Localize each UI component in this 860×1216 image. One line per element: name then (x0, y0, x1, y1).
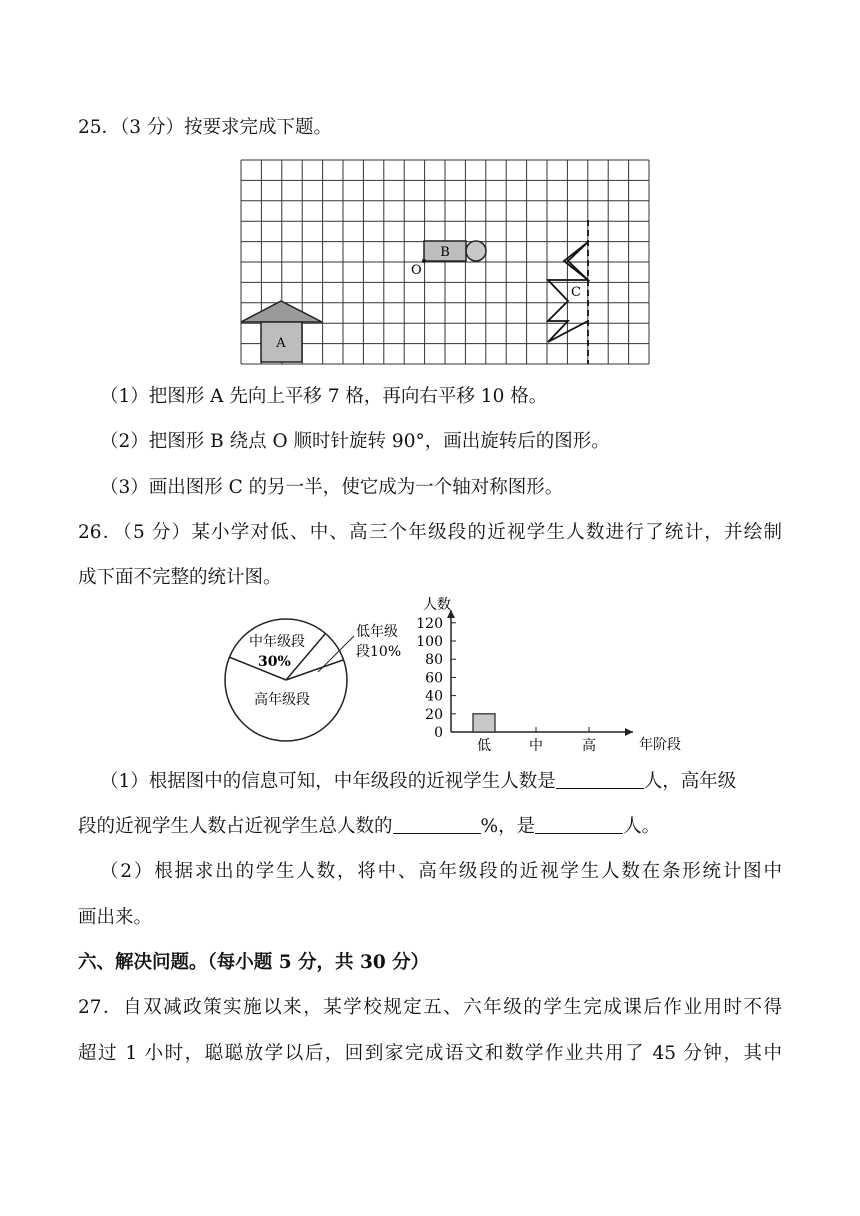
point-o (422, 259, 426, 263)
q25-sub3: （3）画出图形 C 的另一半，使它成为一个轴对称图形。 (100, 477, 564, 498)
q25-sub1: （1）把图形 A 先向上平移 7 格，再向右平移 10 格。 (100, 386, 548, 407)
pie-chart (222, 610, 412, 758)
grid-figure (238, 158, 652, 366)
y-tick-label: 80 (425, 652, 443, 669)
point-o-label: O (411, 263, 422, 278)
y-tick-label: 60 (425, 670, 443, 687)
pie-low-label-2: 段10% (356, 644, 402, 660)
q26-sub1-text-a: （1）根据图中的信息可知，中年级段的近视学生人数是 (100, 771, 556, 792)
q26-sub1-text-d: %，是 (480, 816, 536, 837)
shape-a-roof (241, 301, 322, 322)
y-tick-label: 20 (425, 706, 443, 723)
shape-b-label: B (440, 245, 450, 260)
answer-blank-high-count[interactable] (535, 815, 623, 834)
q26-title-line2: 成下面不完整的统计图。 (78, 567, 282, 588)
pie-high-label: 高年级段 (254, 692, 310, 708)
q25-sub2: （2）把图形 B 绕点 O 顺时针旋转 90°，画出旋转后的图形。 (100, 431, 610, 452)
x-tick-label: 低 (477, 738, 491, 754)
q26-sub1-line1 (100, 770, 736, 794)
x-tick-label: 高 (582, 738, 596, 754)
shape-c-half (548, 242, 588, 342)
x-tick-label: 中 (529, 738, 543, 754)
bar-chart (405, 597, 681, 760)
y-axis-title: 人数 (423, 597, 451, 613)
q26-sub1-line2 (78, 815, 660, 839)
q26-sub2-line1: （2）根据求出的学生人数，将中、高年级段的近视学生人数在条形统计图中 (100, 861, 782, 882)
q27-line2: 超过 1 小时，聪聪放学以后，回到家完成语文和数学作业共用了 45 分钟，其中 (78, 1043, 782, 1064)
q27-line1: 27．自双减政策实施以来，某学校规定五、六年级的学生完成课后作业用时不得 (78, 997, 782, 1018)
answer-blank-high-pct[interactable] (393, 815, 481, 834)
x-axis-arrow (625, 728, 633, 736)
bar-marks (473, 714, 495, 732)
q26-sub1-text-c: 段的近视学生人数占近视学生总人数的 (78, 816, 393, 837)
q26-sub1-text-e: 人。 (623, 816, 661, 837)
section6-title: 六、解决问题。（每小题 5 分，共 30 分） (78, 952, 430, 973)
q25-title: 25．（3 分）按要求完成下题。 (78, 117, 332, 138)
y-tick-label: 100 (416, 634, 443, 650)
pie-mid-label: 中年级段 (249, 634, 305, 650)
shape-c-label: C (571, 285, 581, 300)
y-tick-label: 120 (416, 615, 443, 632)
pie-low-label-1: 低年级 (356, 624, 398, 640)
pie-leader-line (318, 636, 354, 672)
y-tick-label: 0 (434, 725, 443, 741)
y-tick-label: 40 (425, 688, 443, 705)
q26-title-line1: 26．（5 分）某小学对低、中、高三个年级段的近视学生人数进行了统计，并绘制 (78, 522, 782, 543)
shape-c-inner (568, 242, 588, 280)
shape-a-label: A (276, 336, 286, 351)
q26-sub1-text-b: 人，高年级 (643, 771, 737, 792)
x-axis-title: 年阶段 (639, 737, 681, 753)
answer-blank-mid-count[interactable] (556, 770, 644, 789)
shape-b-circle (466, 241, 486, 261)
bar-axes (416, 596, 681, 754)
bar-0 (473, 714, 495, 732)
q26-sub2-line2: 画出来。 (78, 907, 153, 928)
pie-mid-pct: 30% (258, 654, 291, 670)
